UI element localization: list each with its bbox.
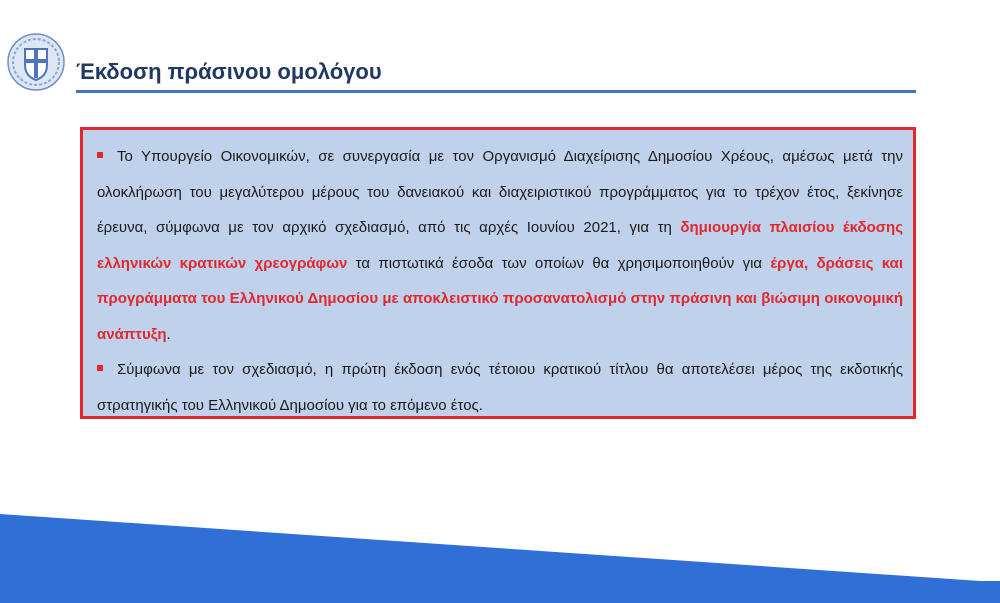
page-title: Έκδοση πράσινου ομολόγου [76, 59, 382, 84]
bullet-2-text: Σύμφωνα με τον σχεδιασμό, η πρώτη έκδοση ενός τέτοιου κρατικού τίτλου θα αποτελέσει μέρος της εκδοτικής στρατηγικής του Ελληνικού Δημοσίου για το επόμενο έτος. [97, 361, 903, 414]
bullet-1-text-part1: Το Υπουργείο Οικονομικών, σε συνεργασία με τον Οργανισμό Διαχείρισης Δημοσίου Χρέους, αμέσως μετά την ολοκλήρωση του μεγαλύτερου μέρους του δανειακού και διαχειριστικού προγράμματος για το τρέχον έτος, ξεκίνησε έρευνα, σύμφωνα με τον αρχικό σχεδιασμό, από τις αρχές Ιουνίου 2021, για τη [97, 148, 903, 236]
bullet-1-text-part3: . [166, 325, 171, 343]
bullet-1-highlight-1: δημιουργία πλαισίου έκδοσης ελληνικών κρατικών χρεογράφων [97, 219, 903, 272]
footer-band-shape [0, 514, 1000, 603]
bullet-1-highlight-2: έργα, δράσεις και προγράμματα του Ελληνικού Δημοσίου με αποκλειστικό προσανατολισμό στην πράσινη και βιώσιμη οικονομική ανάπτυξη [97, 254, 903, 343]
bullet-1-text-part2: τα πιστωτικά έσοδα των οποίων θα χρησιμοποιηθούν για [347, 254, 771, 272]
